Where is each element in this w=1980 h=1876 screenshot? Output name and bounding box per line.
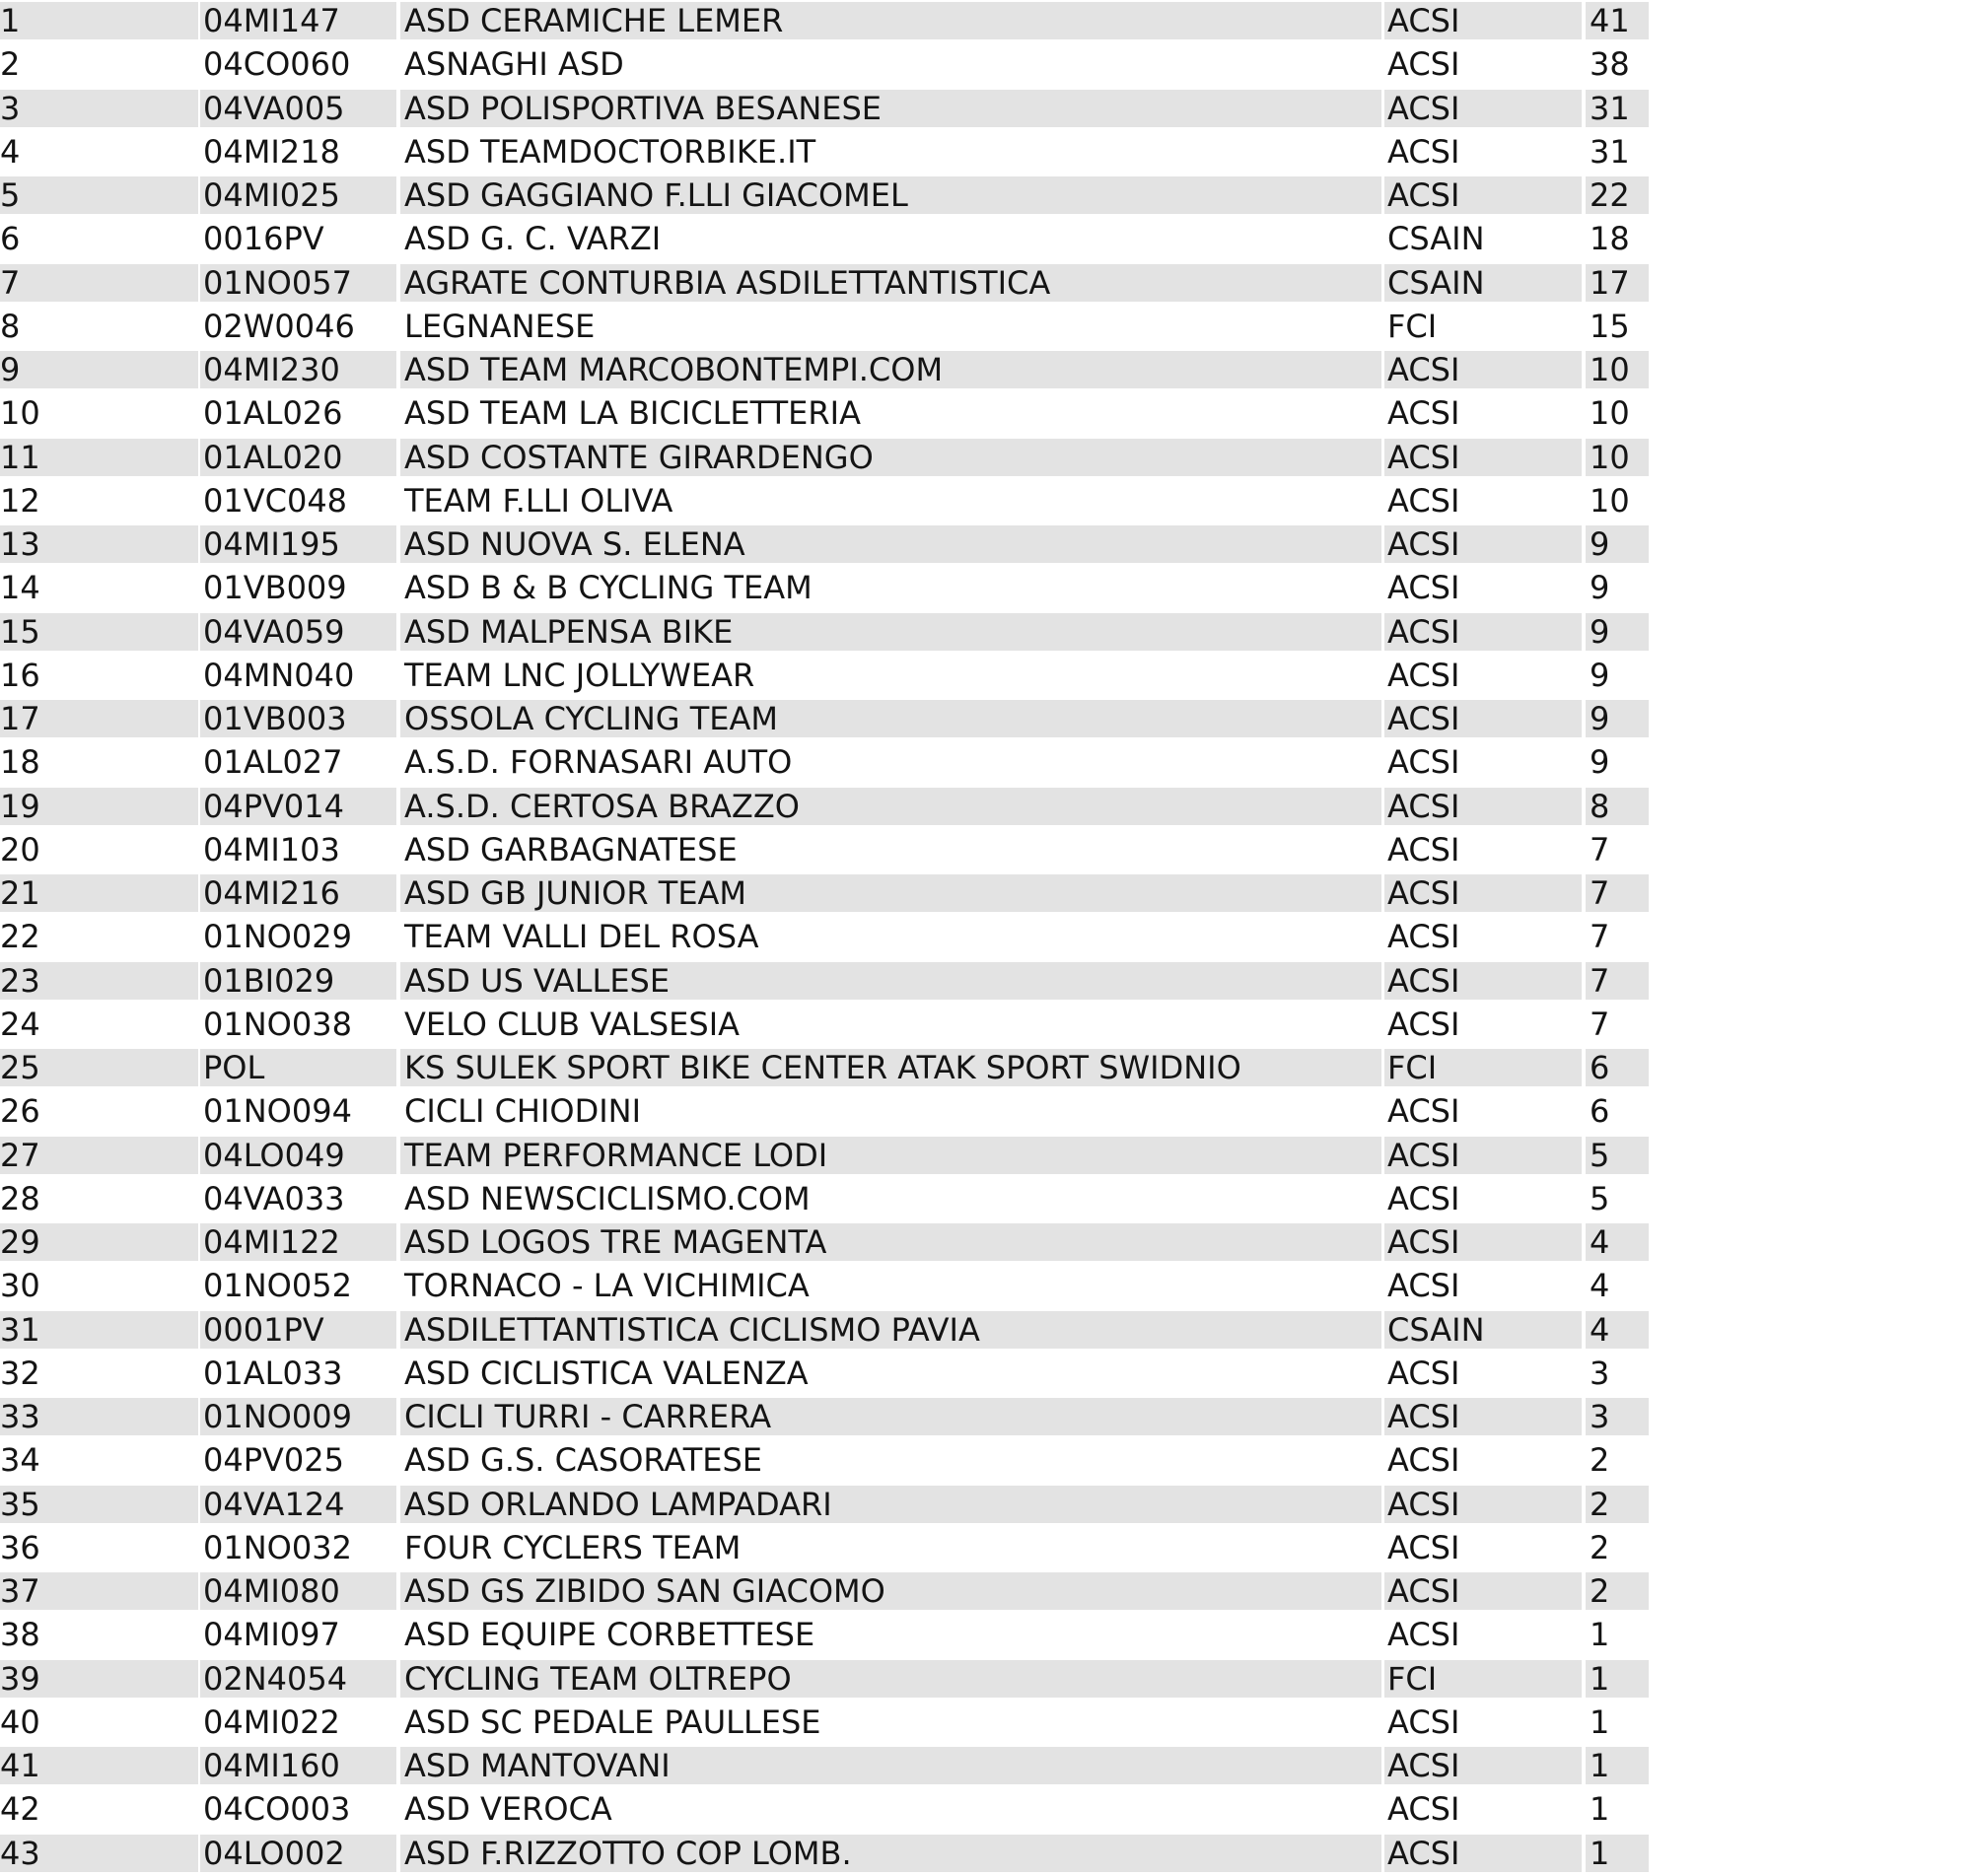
position-cell: 33 — [0, 1398, 198, 1435]
table-row — [0, 1745, 1980, 1788]
organization-cell: ACSI — [1387, 394, 1460, 433]
team-code-cell: 04MI218 — [203, 132, 340, 171]
table-row — [0, 1004, 1980, 1047]
position-cell: 40 — [0, 1702, 40, 1741]
team-code-cell: 04MI160 — [200, 1747, 396, 1784]
team-name-cell: VELO CLUB VALSESIA — [404, 1005, 741, 1043]
table-row — [0, 1178, 1980, 1221]
position-cell: 28 — [0, 1179, 40, 1217]
position-cell: 7 — [0, 264, 198, 302]
table-row — [0, 1353, 1980, 1396]
points-cell: 22 — [1590, 176, 1630, 214]
team-name-cell: ASD NUOVA S. ELENA — [400, 525, 1381, 563]
team-name-cell: A.S.D. FORNASARI AUTO — [404, 743, 793, 782]
team-code-cell: 04PV014 — [200, 788, 396, 825]
organization-cell: ACSI — [1387, 743, 1460, 782]
table-row — [0, 523, 1980, 567]
table-row — [0, 1702, 1980, 1745]
team-name-cell: TEAM F.LLI OLIVA — [404, 481, 673, 520]
organization-cell: ACSI — [1384, 700, 1582, 737]
team-code-cell: 04PV025 — [203, 1441, 344, 1480]
position-cell: 32 — [0, 1354, 40, 1392]
organization-cell: CSAIN — [1387, 220, 1485, 258]
position-cell: 43 — [0, 1835, 198, 1872]
team-code-cell: 04MI022 — [203, 1702, 340, 1741]
points-cell: 9 — [1590, 656, 1610, 694]
team-code-cell: 01NO038 — [203, 1005, 352, 1043]
organization-cell: ACSI — [1384, 1572, 1582, 1610]
points-cell: 31 — [1590, 89, 1630, 127]
team-code-cell: 01VB003 — [200, 700, 396, 737]
team-name-cell: ASD POLISPORTIVA BESANESE — [400, 90, 1381, 127]
table-row — [0, 960, 1980, 1004]
points-cell: 9 — [1590, 743, 1610, 782]
position-cell: 19 — [0, 788, 198, 825]
team-name-cell: ASD TEAM LA BICICLETTERIA — [404, 394, 861, 433]
team-code-cell: 04LO049 — [200, 1137, 396, 1174]
points-cell: 4 — [1590, 1223, 1610, 1261]
table-row — [0, 306, 1980, 349]
team-code-cell: 01NO052 — [203, 1267, 352, 1305]
position-cell: 10 — [0, 394, 40, 433]
team-code-cell: 01NO029 — [203, 918, 352, 956]
organization-cell: ACSI — [1387, 1702, 1460, 1741]
points-cell: 6 — [1590, 1092, 1610, 1131]
team-code-cell: 04VA124 — [200, 1486, 396, 1523]
team-code-cell: 04CO003 — [203, 1790, 351, 1829]
table-row — [0, 611, 1980, 655]
team-code-cell: 04MN040 — [203, 656, 355, 694]
position-cell: 2 — [0, 45, 21, 84]
points-cell: 31 — [1590, 132, 1630, 171]
points-cell: 4 — [1590, 1310, 1610, 1349]
position-cell: 39 — [0, 1660, 198, 1698]
points-cell: 7 — [1590, 874, 1610, 912]
team-name-cell: ASD VEROCA — [404, 1790, 612, 1829]
team-code-cell: 04MI216 — [200, 874, 396, 912]
team-code-cell: 04MI080 — [200, 1572, 396, 1610]
team-code-cell: 01NO094 — [203, 1092, 352, 1131]
points-cell: 4 — [1590, 1267, 1610, 1305]
organization-cell: ACSI — [1387, 1179, 1460, 1217]
team-name-cell: CICLI TURRI - CARRERA — [400, 1398, 1381, 1435]
team-code-cell: 04VA059 — [200, 613, 396, 651]
team-code-cell: 04CO060 — [203, 45, 351, 84]
position-cell: 16 — [0, 656, 40, 694]
position-cell: 9 — [0, 351, 198, 388]
table-row — [0, 1484, 1980, 1527]
table-row — [0, 741, 1980, 785]
team-name-cell: ASD MANTOVANI — [400, 1747, 1381, 1784]
team-name-cell: AGRATE CONTURBIA ASDILETTANTISTICA — [400, 264, 1381, 302]
team-name-cell: LEGNANESE — [404, 307, 596, 345]
points-cell: 7 — [1590, 961, 1610, 1000]
table-row — [0, 786, 1980, 829]
points-cell: 41 — [1590, 2, 1630, 39]
team-code-cell: POL — [200, 1049, 396, 1086]
organization-cell: ACSI — [1384, 439, 1582, 476]
table-row — [0, 43, 1980, 87]
organization-cell: FCI — [1384, 1049, 1582, 1086]
organization-cell: ACSI — [1387, 45, 1460, 84]
team-code-cell: 0016PV — [203, 220, 324, 258]
team-name-cell: ASNAGHI ASD — [404, 45, 624, 84]
table-row — [0, 349, 1980, 392]
points-cell: 7 — [1590, 830, 1610, 869]
team-name-cell: ASD SC PEDALE PAULLESE — [404, 1702, 821, 1741]
organization-cell: ACSI — [1384, 525, 1582, 563]
team-code-cell: 04MI147 — [200, 2, 396, 39]
organization-cell: ACSI — [1387, 656, 1460, 694]
team-name-cell: ASD GAGGIANO F.LLI GIACOMEL — [400, 176, 1381, 214]
table-row — [0, 480, 1980, 523]
team-code-cell: 04MI097 — [203, 1616, 340, 1654]
team-name-cell: ASD F.RIZZOTTO COP LOMB. — [400, 1835, 1381, 1872]
organization-cell: FCI — [1384, 1660, 1582, 1698]
points-cell: 1 — [1590, 1659, 1610, 1698]
table-row — [0, 698, 1980, 741]
team-code-cell: 04LO002 — [200, 1835, 396, 1872]
position-cell: 42 — [0, 1790, 40, 1829]
organization-cell: ACSI — [1387, 1616, 1460, 1654]
table-row — [0, 1570, 1980, 1614]
team-name-cell: ASD LOGOS TRE MAGENTA — [400, 1223, 1381, 1261]
points-cell: 9 — [1590, 569, 1610, 607]
table-row — [0, 174, 1980, 218]
position-cell: 31 — [0, 1311, 198, 1349]
points-cell: 10 — [1590, 351, 1630, 388]
table-row — [0, 1221, 1980, 1265]
team-name-cell: A.S.D. CERTOSA BRAZZO — [400, 788, 1381, 825]
organization-cell: ACSI — [1384, 1137, 1582, 1174]
position-cell: 4 — [0, 132, 21, 171]
position-cell: 34 — [0, 1441, 40, 1480]
team-code-cell: 04MI025 — [200, 176, 396, 214]
table-row — [0, 1658, 1980, 1702]
position-cell: 20 — [0, 830, 40, 869]
position-cell: 30 — [0, 1267, 40, 1305]
points-cell: 2 — [1590, 1441, 1610, 1480]
points-cell: 7 — [1590, 918, 1610, 956]
organization-cell: ACSI — [1384, 1747, 1582, 1784]
position-cell: 5 — [0, 176, 198, 214]
position-cell: 3 — [0, 90, 198, 127]
position-cell: 13 — [0, 525, 198, 563]
team-code-cell: 01AL026 — [203, 394, 343, 433]
team-name-cell: ASD COSTANTE GIRARDENGO — [400, 439, 1381, 476]
team-code-cell: 01AL027 — [203, 743, 343, 782]
team-code-cell: 04VA033 — [203, 1179, 345, 1217]
team-name-cell: OSSOLA CYCLING TEAM — [400, 700, 1381, 737]
organization-cell: ACSI — [1387, 1092, 1460, 1131]
points-cell: 38 — [1590, 45, 1630, 84]
position-cell: 1 — [0, 2, 198, 39]
table-row — [0, 0, 1980, 43]
team-name-cell: TEAM VALLI DEL ROSA — [404, 918, 759, 956]
points-cell: 3 — [1590, 1354, 1610, 1392]
position-cell: 24 — [0, 1005, 40, 1043]
team-name-cell: ASDILETTANTISTICA CICLISMO PAVIA — [400, 1311, 1381, 1349]
team-name-cell: FOUR CYCLERS TEAM — [404, 1528, 742, 1566]
table-row — [0, 1265, 1980, 1308]
team-name-cell: ASD B & B CYCLING TEAM — [404, 569, 813, 607]
team-name-cell: CICLI CHIODINI — [404, 1092, 642, 1131]
organization-cell: ACSI — [1384, 1486, 1582, 1523]
team-name-cell: ASD CERAMICHE LEMER — [400, 2, 1381, 39]
team-code-cell: 04MI230 — [200, 351, 396, 388]
points-cell: 15 — [1590, 307, 1630, 345]
organization-cell: FCI — [1387, 307, 1438, 345]
team-name-cell: TEAM LNC JOLLYWEAR — [404, 656, 755, 694]
table-row — [0, 916, 1980, 959]
organization-cell: ACSI — [1387, 132, 1460, 171]
points-cell: 1 — [1590, 1702, 1610, 1741]
team-name-cell: ASD GS ZIBIDO SAN GIACOMO — [400, 1572, 1381, 1610]
points-cell: 2 — [1590, 1528, 1610, 1566]
points-cell: 5 — [1590, 1136, 1610, 1174]
table-row — [0, 1833, 1980, 1876]
team-name-cell: ASD G.S. CASORATESE — [404, 1441, 763, 1480]
table-row — [0, 1788, 1980, 1832]
team-code-cell: 0001PV — [200, 1311, 396, 1349]
team-name-cell: ASD GARBAGNATESE — [404, 830, 738, 869]
team-name-cell: ASD EQUIPE CORBETTESE — [404, 1616, 815, 1654]
organization-cell: ACSI — [1387, 481, 1460, 520]
points-cell: 2 — [1590, 1572, 1610, 1610]
position-cell: 26 — [0, 1092, 40, 1131]
points-cell: 18 — [1590, 220, 1630, 258]
table-row — [0, 131, 1980, 174]
organization-cell: ACSI — [1384, 788, 1582, 825]
position-cell: 15 — [0, 613, 198, 651]
organization-cell: ACSI — [1384, 176, 1582, 214]
table-row — [0, 218, 1980, 261]
position-cell: 21 — [0, 874, 198, 912]
organization-cell: ACSI — [1384, 1398, 1582, 1435]
position-cell: 37 — [0, 1572, 198, 1610]
team-code-cell: 01NO032 — [203, 1528, 352, 1566]
team-name-cell: ASD G. C. VARZI — [404, 220, 662, 258]
position-cell: 29 — [0, 1223, 198, 1261]
table-row — [0, 655, 1980, 698]
organization-cell: ACSI — [1384, 962, 1582, 1000]
position-cell: 38 — [0, 1616, 40, 1654]
organization-cell: ACSI — [1384, 874, 1582, 912]
team-code-cell: 02W0046 — [203, 307, 355, 345]
team-code-cell: 01AL020 — [200, 439, 396, 476]
position-cell: 11 — [0, 439, 198, 476]
organization-cell: ACSI — [1387, 1528, 1460, 1566]
table-row — [0, 1614, 1980, 1657]
organization-cell: ACSI — [1387, 569, 1460, 607]
points-cell: 1 — [1590, 1790, 1610, 1829]
organization-cell: ACSI — [1387, 1441, 1460, 1480]
points-cell: 9 — [1590, 612, 1610, 651]
team-code-cell: 04MI103 — [203, 830, 340, 869]
table-row — [0, 1135, 1980, 1178]
table-row — [0, 1439, 1980, 1483]
organization-cell: ACSI — [1387, 918, 1460, 956]
organization-cell: ACSI — [1387, 830, 1460, 869]
points-cell: 1 — [1590, 1747, 1610, 1784]
team-code-cell: 01VC048 — [203, 481, 348, 520]
team-code-cell: 04VA005 — [200, 90, 396, 127]
organization-cell: ACSI — [1384, 1835, 1582, 1872]
points-cell: 3 — [1590, 1398, 1610, 1435]
points-cell: 7 — [1590, 1005, 1610, 1043]
table-row — [0, 829, 1980, 872]
team-code-cell: 04MI195 — [200, 525, 396, 563]
team-name-cell: ASD US VALLESE — [400, 962, 1381, 1000]
team-code-cell: 02N4054 — [200, 1660, 396, 1698]
points-cell: 1 — [1590, 1616, 1610, 1654]
points-cell: 9 — [1590, 700, 1610, 737]
team-name-cell: ASD TEAM MARCOBONTEMPI.COM — [400, 351, 1381, 388]
organization-cell: ACSI — [1384, 351, 1582, 388]
position-cell: 27 — [0, 1137, 198, 1174]
points-cell: 9 — [1590, 525, 1610, 563]
organization-cell: ACSI — [1384, 1223, 1582, 1261]
position-cell: 25 — [0, 1049, 198, 1086]
organization-cell: ACSI — [1387, 1790, 1460, 1829]
points-cell: 10 — [1590, 481, 1630, 520]
team-name-cell: ASD ORLANDO LAMPADARI — [400, 1486, 1381, 1523]
team-name-cell: TEAM PERFORMANCE LODI — [400, 1137, 1381, 1174]
position-cell: 36 — [0, 1528, 40, 1566]
position-cell: 22 — [0, 918, 40, 956]
table-row — [0, 392, 1980, 436]
organization-cell: CSAIN — [1384, 1311, 1582, 1349]
team-name-cell: ASD GB JUNIOR TEAM — [400, 874, 1381, 912]
team-code-cell: 01NO057 — [200, 264, 396, 302]
points-cell: 10 — [1590, 394, 1630, 433]
team-name-cell: TORNACO - LA VICHIMICA — [404, 1267, 810, 1305]
team-code-cell: 01VB009 — [203, 569, 347, 607]
team-code-cell: 01BI029 — [200, 962, 396, 1000]
table-row — [0, 872, 1980, 916]
points-cell: 8 — [1590, 787, 1610, 825]
table-row — [0, 88, 1980, 131]
table-row — [0, 1090, 1980, 1134]
position-cell: 35 — [0, 1486, 198, 1523]
position-cell: 12 — [0, 481, 40, 520]
team-name-cell: ASD TEAMDOCTORBIKE.IT — [404, 132, 816, 171]
table-row — [0, 1527, 1980, 1570]
points-cell: 1 — [1590, 1834, 1610, 1872]
organization-cell: ACSI — [1384, 90, 1582, 127]
organization-cell: ACSI — [1387, 1005, 1460, 1043]
organization-cell: ACSI — [1384, 2, 1582, 39]
team-code-cell: 01NO009 — [200, 1398, 396, 1435]
table-row — [0, 1396, 1980, 1439]
position-cell: 17 — [0, 700, 198, 737]
organization-cell: ACSI — [1384, 613, 1582, 651]
position-cell: 8 — [0, 307, 21, 345]
team-name-cell: ASD NEWSCICLISMO.COM — [404, 1179, 811, 1217]
team-name-cell: ASD CICLISTICA VALENZA — [404, 1354, 809, 1392]
team-name-cell: CYCLING TEAM OLTREPO — [400, 1660, 1381, 1698]
organization-cell: ACSI — [1387, 1354, 1460, 1392]
points-cell: 10 — [1590, 438, 1630, 476]
table-row — [0, 262, 1980, 306]
table-row — [0, 567, 1980, 610]
position-cell: 14 — [0, 569, 40, 607]
table-row — [0, 437, 1980, 480]
position-cell: 41 — [0, 1747, 198, 1784]
team-name-cell: KS SULEK SPORT BIKE CENTER ATAK SPORT SWIDNIO — [400, 1049, 1381, 1086]
organization-cell: ACSI — [1387, 1267, 1460, 1305]
organization-cell: CSAIN — [1384, 264, 1582, 302]
team-code-cell: 01AL033 — [203, 1354, 343, 1392]
table-row — [0, 1047, 1980, 1090]
points-cell: 2 — [1590, 1485, 1610, 1523]
team-name-cell: ASD MALPENSA BIKE — [400, 613, 1381, 651]
position-cell: 23 — [0, 962, 198, 1000]
table-row — [0, 1309, 1980, 1353]
points-cell: 6 — [1590, 1049, 1610, 1086]
points-cell: 5 — [1590, 1179, 1610, 1217]
position-cell: 18 — [0, 743, 40, 782]
team-code-cell: 04MI122 — [200, 1223, 396, 1261]
position-cell: 6 — [0, 220, 21, 258]
points-cell: 17 — [1590, 263, 1630, 302]
